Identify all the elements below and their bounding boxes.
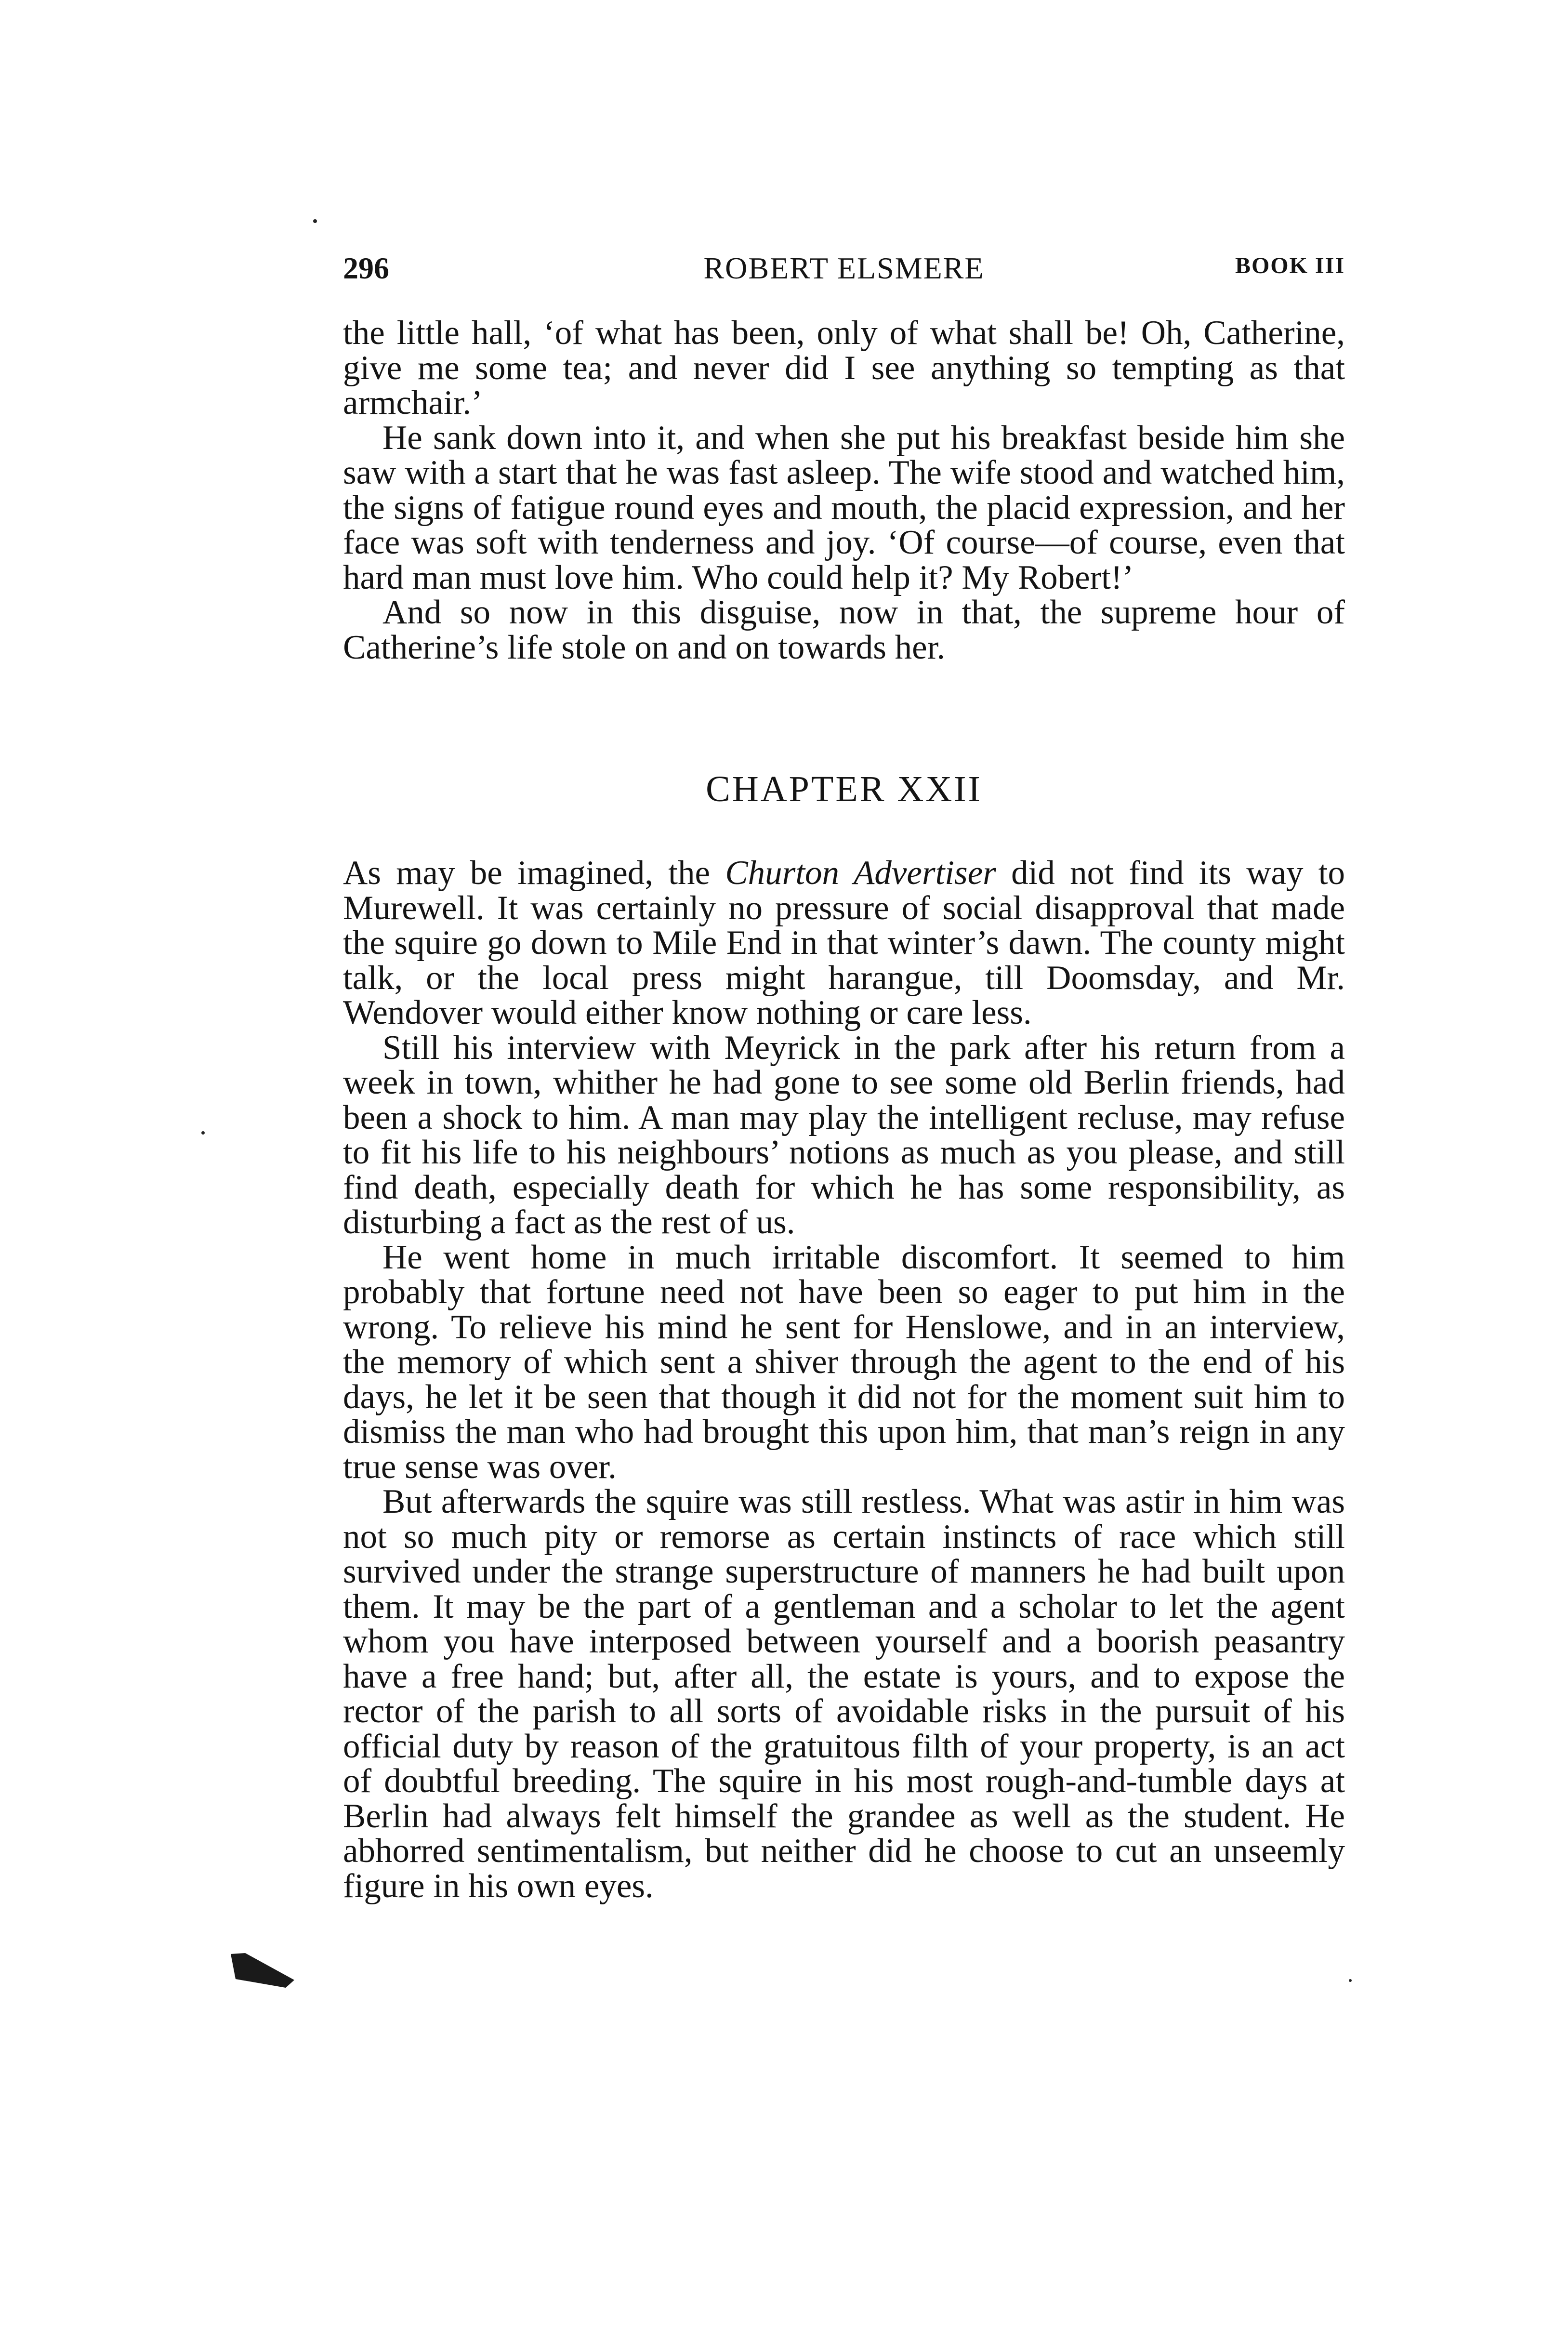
paragraph: He sank down into it, and when she put his breakfast beside him she saw with a start that he was fast asleep. The wife stood and watched him, the signs of fatigue round eyes and mouth, the placid expression, and her face was soft with tenderness and joy. ‘Of course—of course, even that hard man must love him. Who could help it? My Robert!’: [343, 419, 1345, 596]
paragraph: He went home in much irritable discomfort. It seemed to him probably that fortune need not have been so eager to put him in the wrong. To relieve his mind he sent for Henslowe, and in an interview, the memory of which sent a shiver through the agent to the end of his days, he let it be seen that though it did not for the moment suit him to dismiss the man who had brought this upon him, that man’s reign in any true sense was over.: [343, 1238, 1345, 1486]
arrow-pointer-icon: [229, 1951, 296, 1990]
print-speck: [313, 219, 317, 223]
paragraph: But afterwards the squire was still restless. What was astir in him was not so much pity or remorse as certain instincts of race which still survived under the strange superstructure of manners he had built upon them. It may be the part of a gentleman and a scholar to let the agent whom you have interposed between yourself and a boorish peasantry have a free hand; but, after all, the estate is yours, and to expose the rector of the parish to all sorts of avoidable risks in the pursuit of his official duty by reason of the gratuitous filth of your property, is an act of doubtful breeding. The squire in his most rough-and-tumble days at Berlin had always felt himself the grandee as well as the student. He abhorred sentimentalism, but neither did he choose to cut an unseemly figure in his own eyes.: [343, 1483, 1345, 1905]
paragraph: the little hall, ‘of what has been, only of what shall be! Oh, Catherine, give me some tea; and never did I see anything so tempting as that armchair.’: [343, 314, 1345, 422]
chapter-heading: CHAPTER XXII: [706, 769, 982, 809]
print-speck: [201, 1131, 205, 1135]
book-part-label: BOOK III: [1235, 253, 1345, 278]
section-one-text: [343, 316, 1345, 665]
paragraph: [343, 856, 1345, 1030]
running-title: ROBERT ELSMERE: [703, 251, 985, 285]
paragraph-text: did not find its way to Murewell. It was certainly no pressure of social disapproval that made the squire go down to Mile End in that winter’s dawn. The county might talk, or the local press might harangue, till Doomsday, and Mr. Wendover would either know nothing or care less.: [343, 854, 1345, 1031]
chapter-text: [343, 856, 1345, 1903]
paragraph: Still his interview with Meyrick in the park after his return from a week in town, whither he had gone to see some old Berlin friends, had been a shock to him. A man may play the intelligent recluse, may refuse to fit his life to his neighbours’ notions as much as you please, and still find death, especially death for which he has some responsibility, as disturbing a fact as the rest of us.: [343, 1029, 1345, 1241]
running-head: [343, 251, 1345, 289]
paragraph: And so now in this disguise, now in that, the supreme hour of Catherine’s life stole on and on towards her.: [343, 594, 1345, 666]
page-number: 296: [343, 251, 389, 285]
print-speck: [1349, 1979, 1352, 1982]
paragraph-text: As may be imagined, the: [343, 854, 725, 892]
newspaper-title: Churton Advertiser: [725, 854, 996, 892]
